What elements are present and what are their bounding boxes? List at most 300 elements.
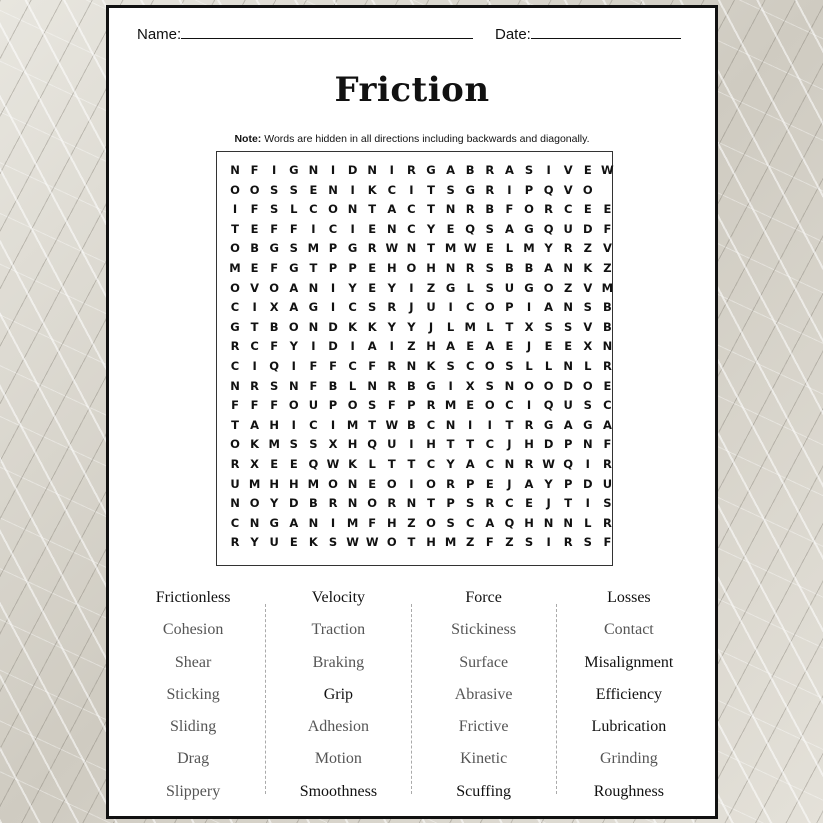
grid-letter: O	[524, 378, 534, 393]
grid-letter: C	[465, 359, 475, 373]
grid-letter: I	[546, 163, 551, 177]
grid-letter: I	[409, 476, 414, 491]
grid-letter: S	[544, 319, 553, 334]
grid-letter: F	[289, 221, 298, 236]
grid-letter: O	[230, 241, 240, 256]
grid-letter: C	[309, 417, 318, 432]
grid-letter: N	[308, 319, 319, 334]
grid-letter: E	[309, 182, 318, 197]
grid-letter: I	[526, 398, 532, 413]
page-title: Friction	[334, 70, 490, 110]
word-item: Surface	[459, 653, 509, 671]
grid-letter: K	[348, 457, 358, 471]
grid-letter: W	[326, 457, 340, 471]
grid-letter: P	[407, 398, 416, 413]
grid-letter: A	[367, 339, 377, 354]
grid-letter: F	[603, 221, 612, 236]
grid-letter: N	[347, 476, 358, 491]
grid-letter: I	[409, 437, 414, 452]
grid-letter: O	[230, 182, 240, 197]
grid-letter: L	[290, 202, 298, 217]
grid-letter: C	[426, 417, 436, 432]
grid-letter: T	[446, 437, 455, 452]
grid-letter: I	[350, 339, 355, 354]
grid-letter: Z	[407, 515, 416, 530]
grid-letter: M	[601, 280, 614, 295]
grid-letter: E	[485, 476, 494, 491]
grid-letter: C	[465, 300, 475, 315]
grid-letter: E	[583, 202, 592, 217]
grid-letter: W	[601, 163, 614, 177]
date-field	[495, 24, 681, 43]
grid-letter: L	[446, 319, 455, 334]
grid-letter: G	[289, 163, 299, 177]
grid-letter: H	[269, 476, 279, 491]
grid-letter: F	[270, 221, 279, 236]
grid-letter: A	[465, 457, 475, 471]
grid-letter: H	[426, 535, 436, 550]
grid-letter: P	[524, 182, 534, 197]
grid-letter: N	[230, 378, 240, 393]
grid-letter: M	[523, 241, 535, 256]
grid-letter: K	[250, 437, 260, 452]
grid-letter: M	[307, 476, 320, 491]
grid-letter: R	[230, 339, 240, 354]
grid-letter: E	[270, 457, 279, 471]
grid-letter: R	[387, 496, 397, 511]
grid-letter: Z	[505, 535, 514, 550]
grid-letter: A	[485, 339, 495, 354]
grid-letter: E	[368, 476, 377, 491]
grid-letter: F	[270, 339, 279, 354]
word-column	[266, 582, 410, 802]
grid-letter: R	[387, 300, 397, 315]
grid-letter: R	[602, 457, 612, 471]
grid-letter: A	[289, 515, 299, 530]
grid-letter: M	[268, 437, 280, 452]
grid-letter: A	[289, 300, 299, 315]
grid-letter: G	[269, 515, 279, 530]
grid-letter: B	[407, 378, 416, 393]
grid-letter: O	[288, 398, 299, 413]
grid-letter: E	[368, 221, 377, 236]
grid-letter: F	[231, 398, 239, 413]
word-item: Force	[465, 589, 502, 606]
grid-letter: I	[389, 339, 394, 354]
grid-letter: A	[446, 339, 456, 354]
grid-letter: N	[288, 378, 299, 393]
grid-letter: O	[230, 437, 240, 452]
grid-letter: C	[505, 496, 514, 511]
grid-letter: N	[406, 359, 417, 373]
grid-letter: N	[386, 221, 397, 236]
grid-letter: E	[368, 261, 377, 275]
grid-letter: O	[426, 476, 436, 491]
grid-letter: O	[386, 535, 397, 550]
grid-letter: I	[546, 535, 551, 550]
grid-letter: S	[485, 378, 494, 393]
grid-letter: T	[564, 496, 573, 511]
grid-letter: G	[230, 319, 240, 334]
grid-letter: N	[445, 261, 456, 275]
grid-letter: A	[387, 202, 397, 217]
grid-letter: B	[485, 202, 495, 217]
grid-letter: E	[250, 261, 259, 275]
grid-letter: O	[426, 515, 436, 530]
grid-letter: Z	[603, 261, 612, 275]
grid-letter: R	[367, 241, 377, 256]
grid-letter: U	[269, 535, 279, 550]
grid-letter: S	[505, 359, 514, 373]
word-item: Cohesion	[162, 621, 224, 639]
grid-letter: E	[289, 457, 298, 471]
grid-letter: J	[546, 496, 551, 511]
word-item: Velocity	[311, 589, 366, 606]
grid-letter: O	[582, 182, 593, 197]
grid-letter: S	[289, 182, 298, 197]
grid-letter: K	[583, 261, 593, 275]
word-item: Grip	[323, 685, 354, 703]
grid-letter: C	[426, 457, 436, 471]
grid-letter: C	[407, 202, 416, 217]
grid-letter: S	[309, 437, 318, 452]
word-item: Drag	[177, 750, 210, 768]
grid-letter: E	[485, 241, 494, 256]
grid-letter: O	[269, 280, 280, 295]
grid-letter: L	[368, 457, 376, 471]
grid-letter: S	[368, 398, 377, 413]
grid-letter: S	[446, 182, 455, 197]
grid-letter: J	[507, 437, 512, 452]
grid-letter: S	[583, 535, 592, 550]
word-item: Traction	[311, 621, 366, 639]
grid-letter: L	[466, 280, 474, 295]
grid-letter: V	[602, 241, 612, 256]
grid-letter: B	[250, 241, 259, 256]
grid-letter: F	[387, 398, 396, 413]
grid-letter: O	[543, 280, 554, 295]
grid-letter: W	[385, 417, 399, 432]
grid-letter: T	[231, 417, 239, 432]
word-item: Sticking	[166, 685, 220, 703]
grid-letter: E	[466, 339, 475, 354]
grid-letter: T	[427, 496, 435, 511]
grid-letter: A	[504, 221, 514, 236]
grid-letter: I	[232, 202, 238, 217]
grid-letter: R	[602, 515, 612, 530]
grid-letter: E	[583, 163, 592, 177]
grid-letter: N	[367, 163, 377, 177]
grid-letter: Y	[407, 319, 416, 334]
grid-letter: I	[585, 457, 590, 471]
grid-letter: V	[583, 319, 593, 334]
grid-letter: O	[328, 202, 338, 217]
grid-letter: G	[465, 182, 475, 197]
grid-letter: A	[544, 300, 554, 315]
grid-letter: H	[386, 515, 397, 530]
grid-letter: G	[347, 241, 358, 256]
word-item: Shear	[174, 653, 212, 671]
grid-letter: S	[466, 496, 475, 511]
grid-letter: P	[328, 261, 338, 275]
grid-letter: N	[328, 182, 338, 197]
grid-letter: F	[368, 359, 377, 373]
grid-letter: R	[328, 496, 338, 511]
grid-letter: O	[484, 300, 495, 315]
grid-letter: O	[386, 476, 397, 491]
grid-letter: B	[603, 319, 612, 334]
grid-letter: G	[524, 280, 534, 295]
grid-letter: Q	[367, 437, 378, 452]
grid-letter: L	[584, 515, 592, 530]
grid-letter: R	[485, 496, 495, 511]
grid-letter: Q	[543, 221, 554, 236]
grid-letter: Z	[564, 280, 573, 295]
grid-letter: I	[350, 182, 355, 197]
word-item: Slippery	[166, 782, 221, 800]
grid-letter: S	[485, 221, 494, 236]
grid-letter: G	[308, 300, 319, 315]
grid-letter: G	[269, 241, 279, 256]
grid-letter: H	[426, 339, 436, 354]
grid-letter: P	[328, 398, 338, 413]
grid-letter: F	[250, 398, 259, 413]
word-item: Frictionless	[155, 589, 231, 606]
grid-letter: O	[347, 398, 358, 413]
grid-letter: S	[485, 280, 494, 295]
grid-letter: H	[524, 515, 534, 530]
grid-letter: H	[347, 437, 358, 452]
grid-letter: C	[250, 339, 259, 354]
grid-letter: U	[387, 437, 397, 452]
grid-letter: Q	[543, 182, 554, 197]
grid-letter: C	[230, 359, 240, 373]
grid-letter: Y	[387, 280, 396, 295]
grid-letter: L	[544, 359, 553, 373]
grid-letter: S	[289, 437, 298, 452]
word-item: Efficiency	[595, 685, 663, 703]
grid-letter: N	[406, 496, 417, 511]
letter-grid	[216, 151, 613, 566]
grid-letter: N	[543, 515, 554, 530]
grid-letter: V	[583, 280, 593, 295]
grid-letter: E	[525, 496, 533, 511]
grid-letter: I	[330, 515, 336, 530]
grid-letter: R	[465, 261, 475, 275]
grid-letter: C	[407, 221, 416, 236]
grid-letter: S	[524, 535, 534, 550]
grid-letter: W	[542, 457, 555, 471]
grid-letter: R	[524, 417, 534, 432]
grid-letter: T	[368, 202, 377, 217]
grid-letter: I	[252, 359, 257, 373]
note-text: Words are hidden in all directions including backwards and diagonally.	[261, 133, 590, 145]
grid-letter: C	[485, 437, 495, 452]
grid-letter: I	[526, 300, 532, 315]
grid-letter: R	[602, 359, 612, 373]
grid-letter: F	[270, 398, 279, 413]
grid-letter: X	[583, 339, 593, 354]
grid-letter: A	[504, 163, 514, 177]
grid-letter: G	[445, 280, 456, 295]
name-field	[137, 24, 473, 43]
grid-letter: S	[270, 182, 279, 197]
grid-letter: M	[248, 476, 261, 491]
grid-letter: W	[385, 241, 399, 256]
grid-letter: Z	[583, 241, 592, 256]
word-item: Grinding	[599, 750, 658, 768]
grid-letter: Y	[544, 476, 553, 491]
grid-letter: M	[346, 417, 359, 432]
grid-letter: E	[544, 339, 553, 354]
grid-letter: I	[389, 163, 394, 177]
grid-letter: T	[505, 417, 514, 432]
grid-letter: R	[446, 476, 456, 491]
grid-letter: Y	[544, 241, 553, 256]
grid-letter: T	[309, 261, 318, 275]
grid-letter: C	[465, 515, 475, 530]
grid-letter: S	[289, 241, 298, 256]
grid-letter: X	[465, 378, 475, 393]
grid-letter: L	[505, 241, 514, 256]
grid-letter: P	[328, 241, 338, 256]
grid-letter: U	[426, 300, 436, 315]
grid-letter: I	[409, 280, 414, 295]
grid-letter: H	[524, 437, 534, 452]
word-item: Sliding	[170, 718, 217, 736]
grid-letter: Y	[289, 339, 298, 354]
grid-letter: Y	[348, 280, 357, 295]
grid-letter: C	[505, 398, 514, 413]
grid-letter: Q	[543, 398, 554, 413]
grid-letter: T	[407, 457, 416, 471]
grid-letter: F	[505, 202, 514, 217]
grid-letter: A	[544, 261, 554, 275]
grid-letter: I	[448, 378, 453, 393]
grid-letter: N	[308, 163, 319, 177]
word-item: Adhesion	[307, 718, 370, 736]
grid-letter: U	[230, 476, 240, 491]
grid-letter: R	[387, 378, 397, 393]
word-item: Contact	[603, 621, 654, 639]
grid-letter: I	[330, 417, 336, 432]
grid-letter: L	[584, 359, 592, 373]
grid-letter: O	[524, 202, 534, 217]
grid-letter: N	[347, 202, 358, 217]
grid-letter: I	[585, 496, 590, 511]
grid-letter: F	[309, 359, 318, 373]
grid-letter: E	[564, 339, 573, 354]
grid-letter: S	[270, 378, 279, 393]
grid-letter: R	[250, 378, 260, 393]
grid-letter: S	[328, 535, 338, 550]
grid-letter: C	[230, 515, 240, 530]
grid-letter: Q	[465, 221, 476, 236]
grid-letter: K	[426, 359, 436, 373]
word-item: Braking	[312, 653, 365, 671]
grid-letter: S	[583, 398, 592, 413]
word-column	[121, 582, 265, 802]
grid-letter: L	[348, 378, 357, 393]
grid-letter: I	[330, 163, 336, 177]
word-item: Roughness	[593, 782, 664, 800]
grid-letter: I	[272, 163, 277, 177]
grid-letter: M	[444, 398, 457, 413]
grid-letter: P	[563, 437, 573, 452]
grid-letter: O	[484, 398, 495, 413]
grid-letter: O	[230, 280, 240, 295]
grid-letter: J	[507, 476, 512, 491]
grid-letter: A	[485, 515, 495, 530]
grid-letter: S	[564, 319, 573, 334]
grid-letter: J	[526, 339, 532, 354]
grid-letter: Z	[407, 339, 416, 354]
grid-letter: D	[289, 496, 299, 511]
grid-letter: G	[543, 417, 554, 432]
word-list	[121, 582, 701, 802]
grid-letter: A	[289, 280, 299, 295]
grid-letter: R	[465, 202, 475, 217]
grid-letter: I	[291, 417, 296, 432]
grid-letter: N	[445, 417, 456, 432]
grid-letter: S	[524, 163, 534, 177]
word-column	[557, 582, 701, 802]
grid-letter: F	[368, 515, 377, 530]
grid-letter: N	[563, 261, 573, 275]
grid-letter: X	[328, 437, 338, 452]
grid-letter: E	[505, 339, 514, 354]
grid-letter: N	[230, 496, 240, 511]
grid-letter: P	[465, 476, 475, 491]
grid-letter: G	[289, 261, 299, 275]
grid-letter: Z	[426, 280, 436, 295]
grid-letter: U	[504, 280, 515, 295]
grid-letter: Y	[426, 221, 436, 236]
grid-letter: C	[387, 182, 397, 197]
grid-letter: R	[563, 535, 573, 550]
grid-letter: A	[446, 163, 456, 177]
grid-letter: R	[563, 241, 573, 256]
grid-letter: I	[330, 280, 336, 295]
word-item: Smoothness	[299, 782, 378, 800]
grid-letter: R	[387, 359, 397, 373]
grid-letter: T	[427, 182, 435, 197]
grid-letter: E	[466, 398, 475, 413]
grid-letter: P	[563, 476, 573, 491]
grid-letter: R	[426, 398, 436, 413]
grid-letter: H	[288, 476, 299, 491]
instructions-note	[109, 133, 715, 145]
grid-letter: I	[291, 359, 296, 373]
grid-letter: X	[524, 319, 534, 334]
grid-letter: K	[367, 319, 377, 334]
grid-letter: T	[407, 535, 416, 550]
grid-letter: B	[524, 261, 534, 275]
grid-letter: T	[231, 221, 239, 236]
date-label: Date:	[495, 26, 531, 43]
grid-letter: Y	[446, 457, 455, 471]
grid-letter: D	[583, 476, 593, 491]
grid-letter: B	[505, 261, 514, 275]
grid-letter: E	[603, 378, 612, 393]
grid-letter: F	[250, 202, 259, 217]
grid-letter: N	[504, 457, 515, 471]
grid-letter: D	[347, 163, 358, 177]
grid-letter: C	[563, 202, 573, 217]
grid-letter: N	[347, 496, 358, 511]
grid-letter: S	[583, 300, 592, 315]
note-label: Note:	[234, 133, 262, 145]
